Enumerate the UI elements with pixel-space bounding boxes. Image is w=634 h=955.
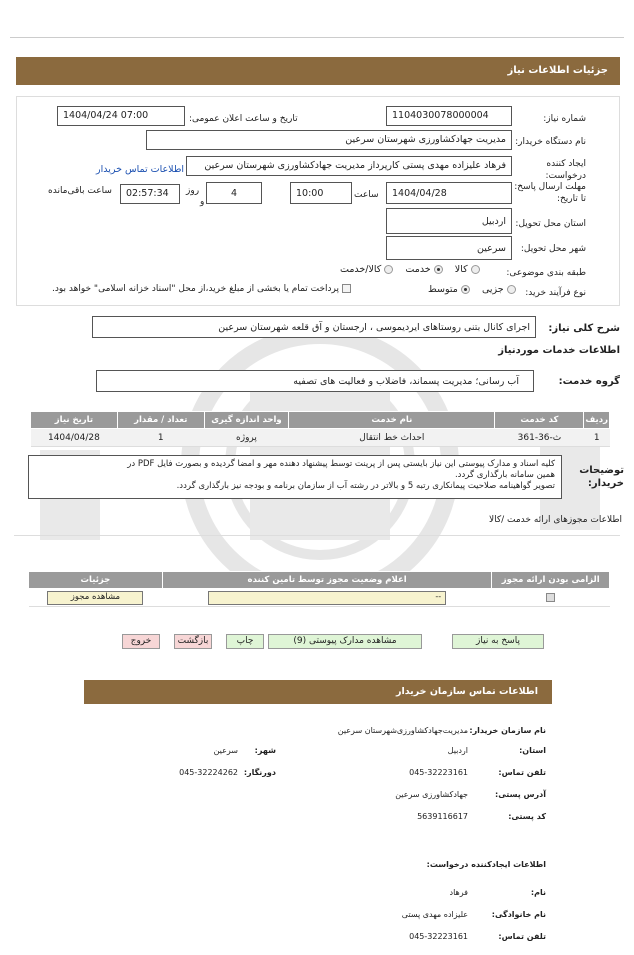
- creator-phone-label: تلفن تماس:: [498, 932, 546, 941]
- creator-label: ایجاد کننده درخواست:: [545, 159, 586, 181]
- process-label: نوع فرآیند خرید:: [525, 288, 586, 298]
- contact-phone-value: 045-32223161: [409, 768, 468, 777]
- page-title: جزئیات اطلاعات نیاز: [16, 57, 620, 85]
- creator-family-value: علیزاده مهدی پستی: [401, 910, 468, 919]
- days-label: روز: [186, 186, 200, 196]
- buyer-org-field: مدیریت جهادکشاورزی شهرستان سرعین: [146, 130, 512, 150]
- contact-address-label: آدرس پستی:: [495, 790, 546, 799]
- creator-section-title: اطلاعات ایجادکننده درخواست:: [426, 860, 546, 869]
- category-option-service[interactable]: خدمت: [405, 264, 442, 275]
- need-number-field: 1104030078000004: [386, 106, 512, 126]
- cell-code: ث-36-361: [495, 429, 584, 447]
- service-group-field: آب رسانی؛ مدیریت پسماند، فاضلاب و فعالیت های تصفیه: [96, 370, 534, 392]
- buyer-notes-line1: کلیه اسناد و مدارک پیوستی این نیاز بایستی پس از پرینت توسط پیشنهاد دهنده مهر و امضا گردیده و بصورت فایل PDF در: [127, 459, 555, 469]
- need-number-label: شماره نیاز:: [543, 114, 586, 124]
- buyer-contact-link[interactable]: اطلاعات تماس خریدار: [96, 164, 185, 175]
- announce-label: تاریخ و ساعت اعلان عمومی:: [189, 114, 298, 124]
- reply-button[interactable]: پاسخ به نیاز: [452, 634, 544, 649]
- table-row[interactable]: [31, 429, 610, 447]
- creator-name-label: نام:: [530, 888, 546, 897]
- services-title: اطلاعات خدمات موردنیاز: [498, 345, 620, 356]
- creator-name-value: فرهاد: [449, 888, 468, 897]
- permits-table: [28, 571, 610, 607]
- col-qty: تعداد / مقدار: [117, 412, 204, 429]
- category-radio-group: [340, 264, 480, 275]
- deadline-date-field: 1404/04/28: [386, 182, 512, 204]
- province-label: استان محل تحویل:: [515, 219, 586, 229]
- category-option-goods[interactable]: کالا: [455, 264, 480, 275]
- col-date: تاریخ نیاز: [31, 412, 118, 429]
- contact-address-value: جهادکشاورزی سرعین: [395, 790, 468, 799]
- buyer-notes-field: [28, 455, 562, 499]
- city-field: سرعین: [386, 236, 512, 260]
- time-label: ساعت: [354, 190, 379, 200]
- col-row: ردیف: [584, 412, 610, 429]
- cell-date: 1404/04/28: [31, 429, 118, 447]
- cell-unit: پروژه: [204, 429, 289, 447]
- announce-field: 1404/04/24 07:00: [57, 106, 185, 126]
- contact-title: اطلاعات تماس سازمان خریدار: [84, 680, 552, 704]
- summary-field: اجرای کانال بتنی روستاهای ایردیموسی ، ارجستان و آق قلعه شهرستان سرعین: [92, 316, 536, 338]
- col-permit-details: جزئیات: [29, 572, 163, 589]
- contact-org-label: نام سازمان خریدار:: [469, 726, 546, 735]
- deadline-label: مهلت ارسال پاسخ: تا تاریخ:: [514, 182, 586, 204]
- payment-checkbox[interactable]: [342, 284, 351, 293]
- contact-postal-label: کد پستی:: [508, 812, 546, 821]
- days-field: 4: [206, 182, 262, 204]
- category-label: طبقه بندی موضوعی:: [506, 268, 586, 278]
- permits-table-header: [29, 572, 610, 589]
- contact-postal-value: 5639116617: [417, 812, 468, 821]
- payment-note-text: پرداخت تمام یا بخشی از مبلغ خرید،از محل "اسناد خزانه اسلامی" خواهد بود.: [52, 284, 340, 294]
- permits-divider: [14, 535, 620, 536]
- buyer-org-label: نام دستگاه خریدار:: [515, 137, 586, 147]
- services-table-header: [31, 412, 610, 429]
- view-permit-button[interactable]: مشاهده مجوز: [47, 591, 143, 605]
- remaining-label: ساعت باقی‌مانده: [48, 186, 112, 196]
- cell-name: احداث خط انتقال: [289, 429, 495, 447]
- col-name: نام خدمت: [289, 412, 495, 429]
- col-permit-status: اعلام وضعیت مجوز توسط تامین کننده: [162, 572, 492, 589]
- service-group-label: گروه خدمت:: [558, 376, 620, 387]
- col-unit: واحد اندازه گیری: [204, 412, 289, 429]
- creator-field: فرهاد علیزاده مهدی پستی کارپرداز مدیریت جهادکشاورزی شهرستان سرعین: [186, 156, 512, 176]
- contact-phone-label: تلفن تماس:: [498, 768, 546, 777]
- creator-family-label: نام خانوادگی:: [491, 910, 546, 919]
- buyer-notes-line3: تصویر گواهینامه صلاحیت پیمانکاری رتبه 5 و بالاتر در رشته آب از سازمان برنامه و بودجه نیز بارگذاری گردد.: [176, 481, 555, 491]
- contact-province-value: اردبیل: [447, 746, 468, 755]
- buyer-notes-label: توضیحات خریدار:: [579, 465, 624, 489]
- process-option-minor[interactable]: جزیی: [482, 284, 516, 295]
- province-field: اردبیل: [386, 208, 512, 234]
- attachments-button[interactable]: مشاهده مدارک پیوستی (9): [268, 634, 422, 649]
- contact-fax-value: 045-32224262: [179, 768, 238, 777]
- process-radio-group: [428, 284, 516, 295]
- contact-province-label: استان:: [519, 746, 546, 755]
- back-button[interactable]: بازگشت: [174, 634, 212, 649]
- city-label: شهر محل تحویل:: [520, 244, 586, 254]
- table-row: [29, 589, 610, 607]
- category-option-goods-service[interactable]: کالا/خدمت: [340, 264, 393, 275]
- col-code: کد خدمت: [495, 412, 584, 429]
- payment-note: [52, 284, 351, 294]
- deadline-time-field: 10:00: [290, 182, 352, 204]
- cell-row: 1: [584, 429, 610, 447]
- col-permit-required: الزامی بودن ارائه مجوز: [492, 572, 610, 589]
- exit-button[interactable]: خروج: [122, 634, 160, 649]
- contact-org-value: مدیریت‌جهادکشاورزی‌شهرستان سرعین: [337, 726, 468, 735]
- print-button[interactable]: چاپ: [226, 634, 264, 649]
- buyer-notes-line2: همین سامانه بارگذاری گردد.: [454, 470, 555, 480]
- summary-label: شرح کلی نیاز:: [548, 323, 620, 334]
- remaining-time-field: 02:57:34: [120, 184, 180, 204]
- and-label: و: [200, 197, 205, 207]
- contact-city-value: سرعین: [213, 746, 238, 755]
- contact-fax-label: دورنگار:: [243, 768, 276, 777]
- cell-qty: 1: [117, 429, 204, 447]
- permits-title: اطلاعات مجوزهای ارائه خدمت /کالا: [488, 515, 622, 525]
- process-option-medium[interactable]: متوسط: [428, 284, 470, 295]
- top-divider: [10, 37, 624, 38]
- contact-city-label: شهر:: [254, 746, 276, 755]
- services-table: [30, 411, 610, 447]
- creator-phone-value: 045-32223161: [409, 932, 468, 941]
- permit-status-field[interactable]: --: [208, 591, 446, 605]
- permit-required-checkbox: [546, 593, 555, 602]
